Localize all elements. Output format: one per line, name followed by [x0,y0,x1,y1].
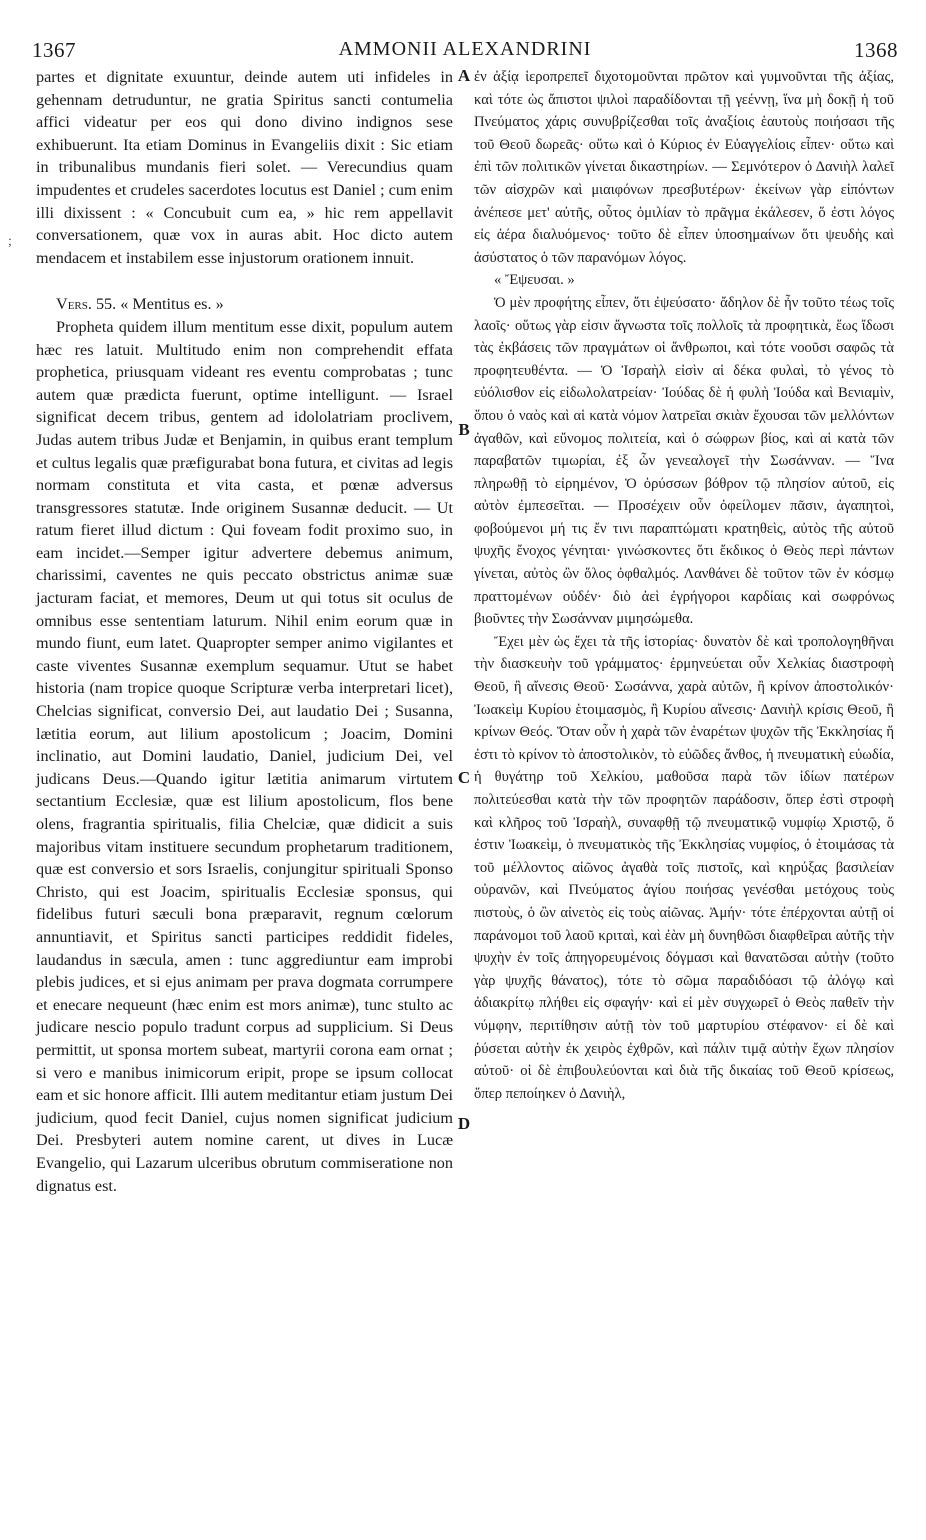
latin-verse-heading [36,293,453,316]
latin-paragraph-2: Propheta quidem illum mentitum esse dixit, populum autem hæc res latuit. Multitudo enim non comprehendit effata prophetica, priusquam videant res eventu comprobatas ; tunc autem quæ prædicta fuerunt, optime intelligunt. — Israel significat decem tribus, gentem ad idololatriam proclivem, Judas autem tribus Judæ et Benjamin, in quibus erant templum et cultus legalis quæ præfigurabat bona futura, et civitas ad legis normam constituta et vita casta, et pœnæ adversus transgressores statutæ. Inde originem Susannæ deducit. — Ut ratum fieret illud dictum : Qui foveam fodit proximo suo, in eam incidet.—Semper igitur advertere debemus animum, charissimi, caventes ne quis peccato obstrictus animæ suæ jacturam faciat, et memores, Deum ut qui totus sit oculus de omnibus esse sententiam laturum. Nihil enim eorum quæ in mundo fiunt, eum latet. Quapropter semper animo vigilantes et caste viventes Susannæ exemplum sequamur. Utut se habet historia (nam tropice quoque Scripturæ verba interpretari licet), Chelcias significat, conversio Dei, aut laudatio Dei ; Susanna, lætitia eorum, aut lilium apostolicum ; Joacim, Domini inclinatio, aut Domini laudatio, Daniel, judicium Dei, vel judicans Deus.—Quando igitur lætitia animarum virtutem sectantium Ecclesiæ, quæ est lilium apostolicum, flos bene olens, fragrantia spiritualis, filia Chelciæ, quæ didicit a suis majoribus vitam instituere secundum prophetarum traditionem, quæ est conversio et sors Israelis, conjungitur spirituali Sponso Christo, qui est Joacim, spiritualis Ecclesiæ sponsus, qui fidelibus futuri sæculi bona præparavit, regnum cœlorum annuntiavit, et Spiritus sancti participes reddidit fideles, laudandus in sæcula, amen : tunc aggrediuntur eam improbi plebis judices, et si ejus animam per prava dogmata corrumpere et enecare nequeunt (hæc enim est mors animæ), tunc stulto ac judicare nescio populo tradunt corpus ad supplicium. Si Deus permittit, ut sponsa mortem subeat, martyrii corona eam ornat ; si vero e manibus inimicorum eripit, prope se ipsum collocat eam et sic honore afficit. Illi autem meditantur etiam justum Dei judicium, quod fecit Daniel, cujus nomen significat judicium Dei. Presbyteri autem nomine carent, ut dives in Lucæ Evangelio, qui Lazarum ulceribus obrutum commiseratione non dignatus est. [36,317,453,1195]
margin-marker-a: A [457,66,471,85]
margin-marker-c: C [457,768,471,787]
margin-marker-d: D [457,1114,471,1133]
greek-verse-quote: « Ἔψευσαι. » [494,272,575,289]
greek-paragraph-3: Ἔχει μὲν ὡς ἔχει τὰ τῆς ἱστορίας· δυνατὸν δὲ καὶ τροπολογηθῆναι τὴν διασκευὴν τοῦ γράμματος· ἑρμηνεύεται οὖν Χελκίας διαστροφὴ Θεοῦ, ἢ αἴνεσις Θεοῦ· Σωσάννα, χαρὰ αὐτῶν, ἢ κρίνον ἀποστολικόν· Ἰωακεὶμ Κυρίου ἑτοιμασμὸς, ἢ Κυρίου αἴνεσις· Δανιὴλ κρίσις Θεοῦ, ἢ κρίνων Θεός. Ὅταν οὖν ἡ χαρὰ τῶν ἐναρέτων ψυχῶν τῆς Ἐκκλησίας ἥ ἐστι τὸ κρίνον τὸ ἀποστολικὸν, τὸ εὐῶδες ἄνθος, ἡ πνευματικὴ εὐωδία, ἡ θυγάτηρ τοῦ Χελκίου, μαθοῦσα παρὰ τῶν ἰδίων πατέρων πολιτεύεσθαι κατὰ τὴν τῶν προφητῶν παράδοσιν, ὅπερ ἐστὶ στροφὴ καὶ κλῆρος τοῦ Ἰσραὴλ, συναφθῇ τῷ πνευματικῷ νυμφίῳ Χριστῷ, ὅ ἐστιν Ἰωακεὶμ, ὁ πνευματικὸς τῆς Ἐκκλησίας νυμφίος, ὁ ἑτοιμάσας τὰ τοῦ μέλλοντος αἰῶνος ἀγαθὰ τοῖς πιστοῖς, καὶ κηρύξας βασιλείαν οὐρανῶν, καὶ Πνεύματος ἁγίου ποιήσας γενέσθαι μετόχους τοὺς πιστοὺς, ὁ ὢν αἰνετὸς εἰς τοὺς αἰῶνας. Ἀμήν· τότε ἐπέρχονται αὐτῇ οἱ παράνομοι τοῦ λαοῦ κριταὶ, καὶ ἐὰν μὴ δυνηθῶσι διαφθεῖραι αὐτῆς τὴν ψυχὴν ἐν τοῖς ἀπηγορευμένοις δόγμασι καὶ θανατῶσαι αὐτὴν (τοῦτο γὰρ ψυχῆς θάνατος), τότε τὸ σῶμα παραδιδόασι τῷ ἀλόγῳ καὶ ἀδιακρίτῳ πλήθει εἰς σφαγήν· καὶ εἰ μὲν συγχωρεῖ ὁ Θεὸς παθεῖν τὴν νύμφην, περιτίθησιν αὐτῇ τὸν τοῦ μαρτυρίου στέφανον· εἰ δὲ καὶ ῥύσεται αὐτὴν ἐκ χειρὸς ἐχθρῶν, καὶ πάλιν τιμᾷ αὐτὴν ἔχων πλησίον αὐτοῦ· οἱ δὲ ἐπιβουλεύονται καὶ διὰ τῆς δικαίας τοῦ Θεοῦ κρίσεως, ὅπερ πεποίηκεν ὁ Δανιὴλ, [474,633,894,1102]
latin-verse-quote: « Mentitus es. » [120,295,224,314]
stray-margin-mark: ; [8,234,12,249]
greek-paragraph-1: ἐν ἀξίᾳ ἱεροπρεπεῖ διχοτομοῦνται πρῶτον καὶ γυμνοῦνται τῆς ἀξίας, καὶ τότε ὡς ἄπιστοι ψιλοὶ παραδίδονται τῇ γεέννῃ, ἵνα μὴ δοκῇ ἡ τοῦ Πνεύματος χάρις συνυβρίζεσθαι τοῖς ἀναξίοις ἑαυτοὺς ποιήσασι τῆς τοῦ Θεοῦ δωρεᾶς· οὕτω καὶ ὁ Κύριος ἐν Εὐαγγελίοις εἶπεν· οὕτω καὶ ἐπὶ τῶν πολιτικῶν γίνεται δικαστηρίων. — Σεμνότερον ὁ Δανιὴλ λαλεῖ τῶν αἰσχρῶν καὶ μιαιφόνων πρεσβυτέρων· ἐκείνων γὰρ εἰπόντων ἀνέπεσε μετ' αὐτῆς, οὗτος ὁμιλίαν τὸ πρᾶγμα ἐκάλεσεν, ὅ ἐστι λόγος εἰς ἀέρα διαλυόμενος· τοῦτο δὲ εἶπεν ὑποσημαίνων ὅτι ψευδὴς καὶ ἀσύστατος ὁ τῶν παρανόμων λόγος. [474,69,894,266]
greek-column [474,66,894,1105]
verse-label: Vers. 55. [56,295,117,314]
page-number-left: 1367 [32,38,76,62]
page-title: AMMONII ALEXANDRINI [338,38,592,60]
page-number-right: 1368 [854,38,898,62]
latin-column [36,66,453,1197]
latin-paragraph-1: partes et dignitate exuuntur, deinde autem uti infideles in gehennam detruduntur, ne gratia Spiritus sancti contumelia affici videatur per eos qui dono divino indignos sese exhibuerunt. Ita etiam Dominus in Evangeliis dixit : Sic etiam in tribunalibus mundanis fieri solet. — Verecundius quam impudentes et crudeles sacerdotes locutus est Daniel ; cum enim illi dixissent : « Concubuit cum ea, » hic rem appellavit conversationem, quæ vox in auras abit. Hoc dicto autem mendacem et instabilem esse injustorum orationem innuit. [36,68,453,267]
greek-paragraph-2: Ὁ μὲν προφήτης εἶπεν, ὅτι ἐψεύσατο· ἄδηλον δὲ ἦν τοῦτο τέως τοῖς λαοῖς· οὕτως γὰρ εἰσιν ἄγνωστα τοῖς πολλοῖς τὰ προφητικὰ, ἕως ἴδωσι τὰς ἐκβάσεις τῶν πραγμάτων οἱ ἄνθρωποι, καὶ τότε νοοῦσι σαφῶς τὰ προφητευθέντα. — Ὁ Ἰσραὴλ εἰσὶν αἱ δέκα φυλαὶ, τὸ γένος τὸ εὐόλισθον εἰς εἰδωλολατρείαν· Ἰούδας δὲ ἡ φυλὴ Ἰούδα καὶ Βενιαμὶν, ὅπου ὁ ναὸς καὶ αἱ κατὰ νόμον λατρεῖαι σκιὰν ἔχουσαι τῶν μελλόντων ἀγαθῶν, καὶ εὔνομος πολιτεία, καὶ ὁ σώφρων βίος, καὶ αἱ κατὰ τῶν παραβατῶν τιμωρίαι, ἐξ ὧν γενεαλογεῖ τὴν Σωσάνναν. — Ἵνα πληρωθῇ τὸ εἰρημένον, Ὁ ὀρύσσων βόθρον τῷ πλησίον αὐτοῦ, εἰς αὐτὸν ἐμπεσεῖται. — Προσέχειν οὖν ὀφείλομεν πᾶσιν, ἀγαπητοὶ, φοβούμενοι μή τις ἔν τινι παραπτώματι κρατηθεὶς, αὐτὸς τῆς αὐτοῦ ψυχῆς ἔνοχος γένηται· γινώσκοντες ὅτι ἔκδικος ὁ Θεὸς περὶ πάντων γίνεται, αὐτὸς ὢν ὅλος ὀφθαλμός. Λανθάνει δὲ τοῦτον τῶν ἐν κόσμῳ πραττομένων οὐδέν· διὸ ἀεὶ ἐγρήγοροι καρδίαις καὶ σωφρόνως βιοῦντες τὴν Σωσάνναν μιμησώμεθα. [474,294,894,628]
margin-marker-b: B [458,420,470,439]
running-header [32,38,898,66]
